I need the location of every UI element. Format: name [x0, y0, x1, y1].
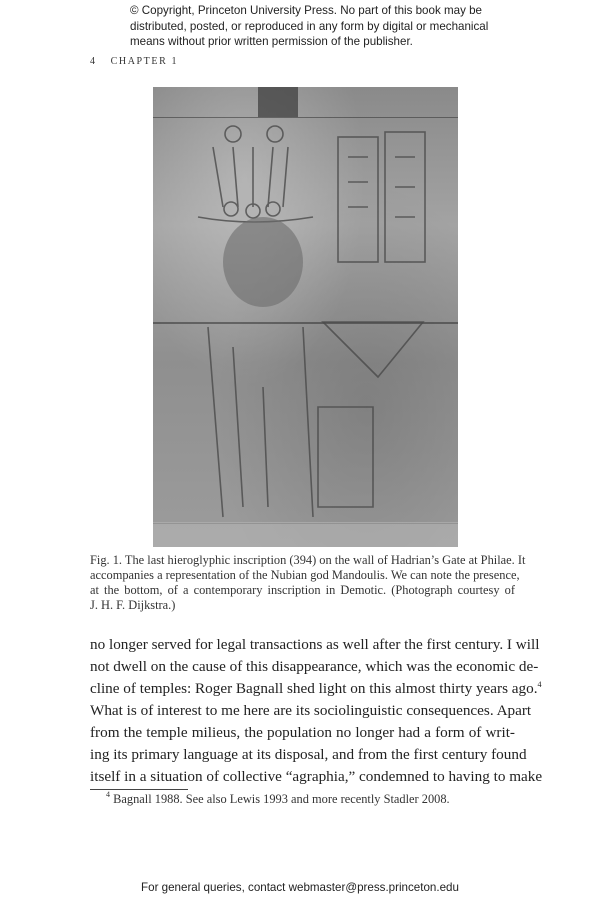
- footer-contact: For general queries, contact webmaster@press.princeton.edu: [141, 881, 459, 894]
- running-head: [90, 56, 192, 67]
- page-number: 4: [90, 56, 97, 67]
- caption-line: Fig. 1. The last hieroglyphic inscription (394) on the wall of Hadrian’s Gate at Philae. It: [90, 553, 526, 567]
- body-line-text: cline of temples: Roger Bagnall shed light on this almost thirty years ago.: [90, 680, 538, 697]
- caption-line: accompanies a representation of the Nubian god Mandoulis. We can note the presence,: [90, 568, 520, 582]
- chapter-label: CHAPTER 1: [110, 56, 179, 67]
- footnote-number: 4: [106, 790, 110, 799]
- footnote-text: Bagnall 1988. See also Lewis 1993 and more recently Stadler 2008.: [113, 792, 450, 806]
- copyright-line: distributed, posted, or reproduced in any form by digital or mechanical: [130, 19, 489, 33]
- body-line: from the temple milieus, the population no longer had a form of writ-: [90, 724, 515, 741]
- relief-carving: [153, 87, 458, 547]
- caption-line: J. H. F. Dijkstra.): [90, 598, 176, 612]
- footnote-reference[interactable]: 4: [537, 680, 542, 689]
- body-line: no longer served for legal transactions as well after the first century. I will: [90, 636, 540, 653]
- footnote-divider: [90, 789, 188, 790]
- body-line: [90, 678, 542, 700]
- body-line: itself in a situation of collective “agraphia,” condemned to having to make: [90, 768, 543, 785]
- body-text: [90, 634, 543, 788]
- copyright-notice: [130, 3, 490, 50]
- figure-photograph: [153, 87, 458, 547]
- copyright-line: means without prior written permission of the publisher.: [130, 35, 413, 48]
- body-line: not dwell on the cause of this disappearance, which was the economic de-: [90, 658, 539, 675]
- footnote: [106, 792, 450, 807]
- copyright-line: © Copyright, Princeton University Press. No part of this book may be: [130, 4, 482, 17]
- body-line: ing its primary language at its disposal, and from the first century found: [90, 746, 527, 763]
- caption-line: at the bottom, of a contemporary inscription in Demotic. (Photograph courtesy of: [90, 583, 515, 597]
- figure-caption: [90, 553, 526, 613]
- body-line: What is of interest to me here are its sociolinguistic consequences. Apart: [90, 702, 532, 719]
